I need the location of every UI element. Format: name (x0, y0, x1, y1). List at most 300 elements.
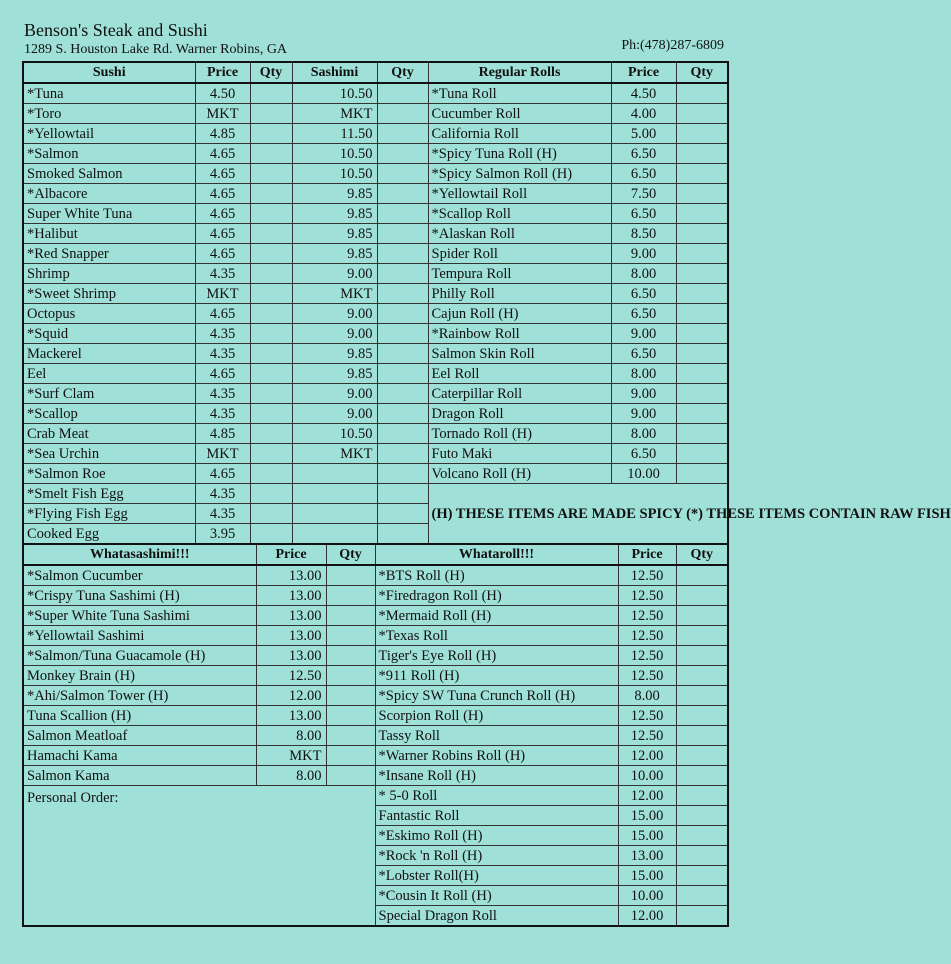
menu-row (23, 344, 728, 364)
whataroll-qty-column-header: Qty (676, 544, 728, 565)
sushi-item-price: MKT (195, 284, 250, 304)
whataroll-item-name: Special Dragon Roll (375, 906, 618, 927)
whatasashimi-item-name: Hamachi Kama (23, 746, 256, 766)
regular-roll-name: Salmon Skin Roll (428, 344, 611, 364)
whataroll-item-price: 12.50 (618, 586, 676, 606)
whataroll-qty-input[interactable] (676, 586, 728, 606)
sushi-item-name: Shrimp (23, 264, 195, 284)
sashimi-column-header: Sashimi (292, 62, 377, 83)
whatasashimi-column-header: Whatasashimi!!! (23, 544, 256, 565)
whataroll-item-price: 12.00 (618, 906, 676, 927)
regular-roll-price: 4.00 (611, 104, 676, 124)
whatasashimi-item-name: *Crispy Tuna Sashimi (H) (23, 586, 256, 606)
whatasashimi-item-price: 13.00 (256, 646, 326, 666)
menu-row (23, 726, 728, 746)
whataroll-item-name: Tiger's Eye Roll (H) (375, 646, 618, 666)
menu-row (23, 646, 728, 666)
whatasashimi-price-column-header: Price (256, 544, 326, 565)
whataroll-qty-input[interactable] (676, 886, 728, 906)
regular-roll-name: Caterpillar Roll (428, 384, 611, 404)
sushi-item-name: Eel (23, 364, 195, 384)
regular-roll-name: *Spicy Salmon Roll (H) (428, 164, 611, 184)
whatasashimi-qty-input[interactable] (326, 646, 375, 666)
whataroll-item-price: 12.50 (618, 626, 676, 646)
whataroll-qty-input[interactable] (676, 646, 728, 666)
sushi-qty-input[interactable] (250, 464, 292, 484)
legend-notes: (H) THESE ITEMS ARE MADE SPICY (*) THESE ITEMS CONTAIN RAW FISH (428, 484, 728, 545)
sushi-item-name: *Red Snapper (23, 244, 195, 264)
whataroll-item-price: 13.00 (618, 846, 676, 866)
regular-roll-qty-input[interactable] (676, 424, 728, 444)
restaurant-address: 1289 S. Houston Lake Rd. Warner Robins, GA (24, 42, 288, 57)
regular-roll-name: *Scallop Roll (428, 204, 611, 224)
sashimi-qty-input[interactable] (377, 384, 428, 404)
sushi-item-price: 4.35 (195, 324, 250, 344)
whataroll-qty-input[interactable] (676, 906, 728, 927)
sushi-qty-input[interactable] (250, 344, 292, 364)
regular-roll-price: 6.50 (611, 304, 676, 324)
regular-roll-price: 6.50 (611, 144, 676, 164)
whatasashimi-qty-input[interactable] (326, 666, 375, 686)
sushi-item-price: 4.35 (195, 504, 250, 524)
whataroll-item-name: *911 Roll (H) (375, 666, 618, 686)
sushi-item-name: *Salmon (23, 144, 195, 164)
regular-roll-name: Philly Roll (428, 284, 611, 304)
sushi-qty-input[interactable] (250, 524, 292, 545)
whataroll-item-name: *Rock 'n Roll (H) (375, 846, 618, 866)
menu-row (23, 244, 728, 264)
regular-roll-price: 6.50 (611, 344, 676, 364)
whataroll-qty-input[interactable] (676, 806, 728, 826)
whataroll-item-price: 10.00 (618, 886, 676, 906)
sushi-item-price: 4.65 (195, 244, 250, 264)
whataroll-item-price: 15.00 (618, 826, 676, 846)
regular-roll-qty-input[interactable] (676, 124, 728, 144)
regular-roll-name: *Tuna Roll (428, 83, 611, 104)
whataroll-qty-input[interactable] (676, 746, 728, 766)
sashimi-item-price: 9.85 (292, 224, 377, 244)
sushi-qty-input[interactable] (250, 484, 292, 504)
regular-rolls-column-header: Regular Rolls (428, 62, 611, 83)
regular-roll-qty-input[interactable] (676, 83, 728, 104)
sashimi-item-price: MKT (292, 444, 377, 464)
regular-roll-qty-input[interactable] (676, 384, 728, 404)
whatasashimi-item-name: Monkey Brain (H) (23, 666, 256, 686)
sushi-item-price: 4.35 (195, 384, 250, 404)
sushi-qty-input[interactable] (250, 444, 292, 464)
top-table-header-row (23, 62, 728, 83)
whataroll-column-header: Whataroll!!! (375, 544, 618, 565)
sashimi-qty-input[interactable] (377, 144, 428, 164)
regular-roll-qty-input[interactable] (676, 364, 728, 384)
sushi-item-name: Octopus (23, 304, 195, 324)
sushi-item-name: *Halibut (23, 224, 195, 244)
sashimi-qty-input[interactable] (377, 484, 428, 504)
sashimi-item-price: 9.00 (292, 384, 377, 404)
sashimi-item-price: 9.00 (292, 404, 377, 424)
regular-roll-name: Futo Maki (428, 444, 611, 464)
regular-roll-price: 7.50 (611, 184, 676, 204)
menu-row (23, 184, 728, 204)
sushi-qty-input[interactable] (250, 104, 292, 124)
menu-row (23, 626, 728, 646)
whataroll-qty-input[interactable] (676, 726, 728, 746)
sashimi-qty-input[interactable] (377, 164, 428, 184)
sushi-item-name: *Sweet Shrimp (23, 284, 195, 304)
sashimi-qty-input[interactable] (377, 464, 428, 484)
sashimi-qty-input[interactable] (377, 444, 428, 464)
sushi-qty-input[interactable] (250, 164, 292, 184)
whatasashimi-item-price: 13.00 (256, 586, 326, 606)
sushi-item-price: 4.65 (195, 464, 250, 484)
sushi-item-name: Super White Tuna (23, 204, 195, 224)
regular-roll-qty-input[interactable] (676, 164, 728, 184)
sashimi-item-price: 9.85 (292, 364, 377, 384)
sushi-qty-input[interactable] (250, 424, 292, 444)
whatasashimi-item-price: 13.00 (256, 706, 326, 726)
sushi-item-price: 3.95 (195, 524, 250, 545)
whataroll-item-price: 12.50 (618, 565, 676, 586)
sashimi-qty-input[interactable] (377, 344, 428, 364)
sushi-qty-input[interactable] (250, 364, 292, 384)
whatasashimi-item-price: 12.50 (256, 666, 326, 686)
sushi-item-price: 4.65 (195, 224, 250, 244)
sushi-qty-input[interactable] (250, 83, 292, 104)
regular-roll-price: 4.50 (611, 83, 676, 104)
menu-row (23, 565, 728, 586)
sashimi-qty-input[interactable] (377, 264, 428, 284)
sushi-item-price: 4.65 (195, 164, 250, 184)
whataroll-qty-input[interactable] (676, 686, 728, 706)
regular-roll-name: Eel Roll (428, 364, 611, 384)
whataroll-item-name: Tassy Roll (375, 726, 618, 746)
rolls-price-column-header: Price (611, 62, 676, 83)
regular-roll-name: Volcano Roll (H) (428, 464, 611, 484)
whatasashimi-qty-input[interactable] (326, 586, 375, 606)
sushi-item-price: 4.35 (195, 484, 250, 504)
whataroll-item-price: 15.00 (618, 806, 676, 826)
sashimi-item-price: 9.85 (292, 344, 377, 364)
sashimi-qty-input[interactable] (377, 83, 428, 104)
regular-roll-qty-input[interactable] (676, 264, 728, 284)
sushi-item-name: *Sea Urchin (23, 444, 195, 464)
sashimi-item-price (292, 464, 377, 484)
sashimi-item-price (292, 524, 377, 545)
whataroll-item-price: 12.50 (618, 726, 676, 746)
sushi-qty-input[interactable] (250, 504, 292, 524)
whataroll-qty-input[interactable] (676, 786, 728, 806)
whatasashimi-item-price: MKT (256, 746, 326, 766)
regular-roll-price: 8.00 (611, 424, 676, 444)
menu-row (23, 666, 728, 686)
sushi-item-price: 4.65 (195, 304, 250, 324)
whatasashimi-qty-input[interactable] (326, 565, 375, 586)
sashimi-qty-column-header: Qty (377, 62, 428, 83)
sushi-item-price: 4.65 (195, 364, 250, 384)
menu-row (23, 144, 728, 164)
sashimi-item-price: 10.50 (292, 83, 377, 104)
sashimi-item-price: 9.85 (292, 204, 377, 224)
menu-row (23, 746, 728, 766)
sashimi-qty-input[interactable] (377, 364, 428, 384)
whataroll-qty-input[interactable] (676, 666, 728, 686)
sashimi-qty-input[interactable] (377, 504, 428, 524)
sashimi-qty-input[interactable] (377, 104, 428, 124)
whataroll-item-name: *Mermaid Roll (H) (375, 606, 618, 626)
sushi-item-price: 4.35 (195, 344, 250, 364)
sashimi-item-price: MKT (292, 284, 377, 304)
menu-row (23, 164, 728, 184)
whatasashimi-item-name: Salmon Kama (23, 766, 256, 786)
sushi-qty-input[interactable] (250, 284, 292, 304)
sashimi-qty-input[interactable] (377, 404, 428, 424)
regular-roll-qty-input[interactable] (676, 184, 728, 204)
whataroll-item-price: 12.50 (618, 646, 676, 666)
sushi-item-price: 4.85 (195, 124, 250, 144)
sashimi-item-price: 11.50 (292, 124, 377, 144)
sashimi-item-price: 10.50 (292, 164, 377, 184)
sashimi-item-price (292, 484, 377, 504)
whatasashimi-item-price: 12.00 (256, 686, 326, 706)
whatasashimi-item-name: Salmon Meatloaf (23, 726, 256, 746)
regular-roll-price: 6.50 (611, 164, 676, 184)
regular-roll-qty-input[interactable] (676, 464, 728, 484)
sushi-item-name: Cooked Egg (23, 524, 195, 545)
sashimi-qty-input[interactable] (377, 124, 428, 144)
sushi-qty-input[interactable] (250, 184, 292, 204)
sashimi-item-price: 9.85 (292, 184, 377, 204)
whataroll-item-name: * 5-0 Roll (375, 786, 618, 806)
sushi-qty-input[interactable] (250, 264, 292, 284)
sushi-item-name: *Surf Clam (23, 384, 195, 404)
sashimi-qty-input[interactable] (377, 224, 428, 244)
restaurant-phone: Ph:(478)287-6809 (621, 38, 724, 53)
whataroll-qty-input[interactable] (676, 866, 728, 886)
whataroll-item-price: 8.00 (618, 686, 676, 706)
sushi-column-header: Sushi (23, 62, 195, 83)
regular-roll-qty-input[interactable] (676, 304, 728, 324)
whataroll-price-column-header: Price (618, 544, 676, 565)
whataroll-item-price: 10.00 (618, 766, 676, 786)
menu-row (23, 104, 728, 124)
sashimi-qty-input[interactable] (377, 424, 428, 444)
regular-roll-name: *Rainbow Roll (428, 324, 611, 344)
menu-row (23, 384, 728, 404)
regular-roll-price: 8.00 (611, 364, 676, 384)
sushi-item-price: MKT (195, 444, 250, 464)
whataroll-item-price: 12.50 (618, 706, 676, 726)
menu-row (23, 124, 728, 144)
menu-row (23, 264, 728, 284)
whataroll-item-name: Scorpion Roll (H) (375, 706, 618, 726)
sushi-item-name: Mackerel (23, 344, 195, 364)
sushi-item-price: 4.50 (195, 83, 250, 104)
regular-roll-price: 6.50 (611, 284, 676, 304)
sashimi-qty-input[interactable] (377, 204, 428, 224)
whatasashimi-item-price: 13.00 (256, 626, 326, 646)
sushi-item-name: Smoked Salmon (23, 164, 195, 184)
whatasashimi-item-name: Tuna Scallion (H) (23, 706, 256, 726)
whataroll-item-price: 12.50 (618, 666, 676, 686)
whataroll-qty-input[interactable] (676, 706, 728, 726)
specialty-table (22, 543, 729, 927)
whataroll-item-name: *Spicy SW Tuna Crunch Roll (H) (375, 686, 618, 706)
sashimi-item-price: 9.00 (292, 304, 377, 324)
whatasashimi-qty-input[interactable] (326, 766, 375, 786)
sushi-item-name: *Albacore (23, 184, 195, 204)
menu-row (23, 686, 728, 706)
regular-roll-qty-input[interactable] (676, 404, 728, 424)
whataroll-item-name: Fantastic Roll (375, 806, 618, 826)
whatasashimi-item-price: 8.00 (256, 726, 326, 746)
sashimi-qty-input[interactable] (377, 244, 428, 264)
menu-row (23, 284, 728, 304)
whataroll-qty-input[interactable] (676, 626, 728, 646)
sushi-item-price: 4.65 (195, 184, 250, 204)
sushi-qty-input[interactable] (250, 144, 292, 164)
regular-roll-qty-input[interactable] (676, 324, 728, 344)
regular-roll-price: 9.00 (611, 324, 676, 344)
whataroll-item-name: *Warner Robins Roll (H) (375, 746, 618, 766)
sashimi-qty-input[interactable] (377, 304, 428, 324)
sushi-qty-input[interactable] (250, 224, 292, 244)
regular-roll-name: Tempura Roll (428, 264, 611, 284)
sushi-item-name: *Toro (23, 104, 195, 124)
regular-roll-name: California Roll (428, 124, 611, 144)
whataroll-item-name: *Cousin It Roll (H) (375, 886, 618, 906)
personal-order-area[interactable]: Personal Order: (23, 786, 375, 927)
sushi-item-price: 4.35 (195, 404, 250, 424)
regular-roll-qty-input[interactable] (676, 284, 728, 304)
restaurant-name: Benson's Steak and Sushi (24, 20, 208, 40)
regular-roll-qty-input[interactable] (676, 244, 728, 264)
menu-row (23, 304, 728, 324)
regular-roll-name: Tornado Roll (H) (428, 424, 611, 444)
sushi-item-name: *Squid (23, 324, 195, 344)
whataroll-qty-input[interactable] (676, 606, 728, 626)
whatasashimi-item-price: 8.00 (256, 766, 326, 786)
sushi-item-name: *Smelt Fish Egg (23, 484, 195, 504)
whatasashimi-qty-input[interactable] (326, 686, 375, 706)
sushi-item-price: 4.85 (195, 424, 250, 444)
whataroll-qty-input[interactable] (676, 565, 728, 586)
sushi-and-rolls-table (22, 61, 951, 545)
whatasashimi-qty-input[interactable] (326, 606, 375, 626)
regular-roll-name: Cucumber Roll (428, 104, 611, 124)
sushi-item-price: 4.65 (195, 204, 250, 224)
regular-roll-qty-input[interactable] (676, 444, 728, 464)
sashimi-item-price: 9.00 (292, 264, 377, 284)
sushi-item-name: *Salmon Roe (23, 464, 195, 484)
whataroll-qty-input[interactable] (676, 766, 728, 786)
regular-roll-price: 9.00 (611, 404, 676, 424)
regular-roll-name: Dragon Roll (428, 404, 611, 424)
whatasashimi-qty-column-header: Qty (326, 544, 375, 565)
sushi-qty-input[interactable] (250, 304, 292, 324)
whataroll-item-name: *BTS Roll (H) (375, 565, 618, 586)
sashimi-qty-input[interactable] (377, 324, 428, 344)
whataroll-item-name: *Texas Roll (375, 626, 618, 646)
menu-row (23, 424, 728, 444)
regular-roll-price: 9.00 (611, 384, 676, 404)
regular-roll-price: 8.50 (611, 224, 676, 244)
whatasashimi-item-name: *Super White Tuna Sashimi (23, 606, 256, 626)
menu-row (23, 786, 728, 806)
regular-roll-qty-input[interactable] (676, 344, 728, 364)
whataroll-item-name: *Insane Roll (H) (375, 766, 618, 786)
whataroll-item-price: 12.00 (618, 746, 676, 766)
regular-roll-name: *Spicy Tuna Roll (H) (428, 144, 611, 164)
whataroll-qty-input[interactable] (676, 826, 728, 846)
bottom-table-header-row (23, 544, 728, 565)
sushi-qty-input[interactable] (250, 404, 292, 424)
regular-roll-name: *Yellowtail Roll (428, 184, 611, 204)
sushi-qty-input[interactable] (250, 384, 292, 404)
sushi-qty-input[interactable] (250, 204, 292, 224)
sushi-item-name: *Scallop (23, 404, 195, 424)
sashimi-item-price (292, 504, 377, 524)
sashimi-qty-input[interactable] (377, 524, 428, 545)
sashimi-qty-input[interactable] (377, 284, 428, 304)
whataroll-item-name: *Lobster Roll(H) (375, 866, 618, 886)
whataroll-item-price: 12.00 (618, 786, 676, 806)
sushi-item-name: *Flying Fish Egg (23, 504, 195, 524)
whatasashimi-qty-input[interactable] (326, 706, 375, 726)
menu-row (23, 224, 728, 244)
regular-roll-qty-input[interactable] (676, 144, 728, 164)
sushi-price-column-header: Price (195, 62, 250, 83)
sushi-item-price: MKT (195, 104, 250, 124)
whatasashimi-item-name: *Ahi/Salmon Tower (H) (23, 686, 256, 706)
whatasashimi-qty-input[interactable] (326, 746, 375, 766)
whatasashimi-item-name: *Salmon/Tuna Guacamole (H) (23, 646, 256, 666)
whataroll-qty-input[interactable] (676, 846, 728, 866)
regular-roll-name: Cajun Roll (H) (428, 304, 611, 324)
menu-row (23, 83, 728, 104)
whatasashimi-item-price: 13.00 (256, 565, 326, 586)
whatasashimi-qty-input[interactable] (326, 726, 375, 746)
sashimi-item-price: 10.50 (292, 424, 377, 444)
menu-row (23, 606, 728, 626)
rolls-qty-column-header: Qty (676, 62, 728, 83)
sushi-qty-input[interactable] (250, 244, 292, 264)
sushi-item-price: 4.65 (195, 144, 250, 164)
menu-row (23, 706, 728, 726)
sushi-item-price: 4.35 (195, 264, 250, 284)
regular-roll-price: 5.00 (611, 124, 676, 144)
menu-row (23, 444, 728, 464)
sushi-item-name: Crab Meat (23, 424, 195, 444)
regular-roll-price: 10.00 (611, 464, 676, 484)
menu-row (23, 324, 728, 344)
sushi-qty-input[interactable] (250, 124, 292, 144)
regular-roll-price: 8.00 (611, 264, 676, 284)
whataroll-item-name: *Eskimo Roll (H) (375, 826, 618, 846)
sushi-item-name: *Yellowtail (23, 124, 195, 144)
whatasashimi-qty-input[interactable] (326, 626, 375, 646)
sashimi-qty-input[interactable] (377, 184, 428, 204)
regular-roll-price: 6.50 (611, 204, 676, 224)
sashimi-item-price: MKT (292, 104, 377, 124)
sashimi-item-price: 9.00 (292, 324, 377, 344)
regular-roll-qty-input[interactable] (676, 224, 728, 244)
regular-roll-qty-input[interactable] (676, 204, 728, 224)
sushi-item-name: *Tuna (23, 83, 195, 104)
sushi-qty-input[interactable] (250, 324, 292, 344)
menu-row (23, 766, 728, 786)
regular-roll-price: 6.50 (611, 444, 676, 464)
regular-roll-qty-input[interactable] (676, 104, 728, 124)
